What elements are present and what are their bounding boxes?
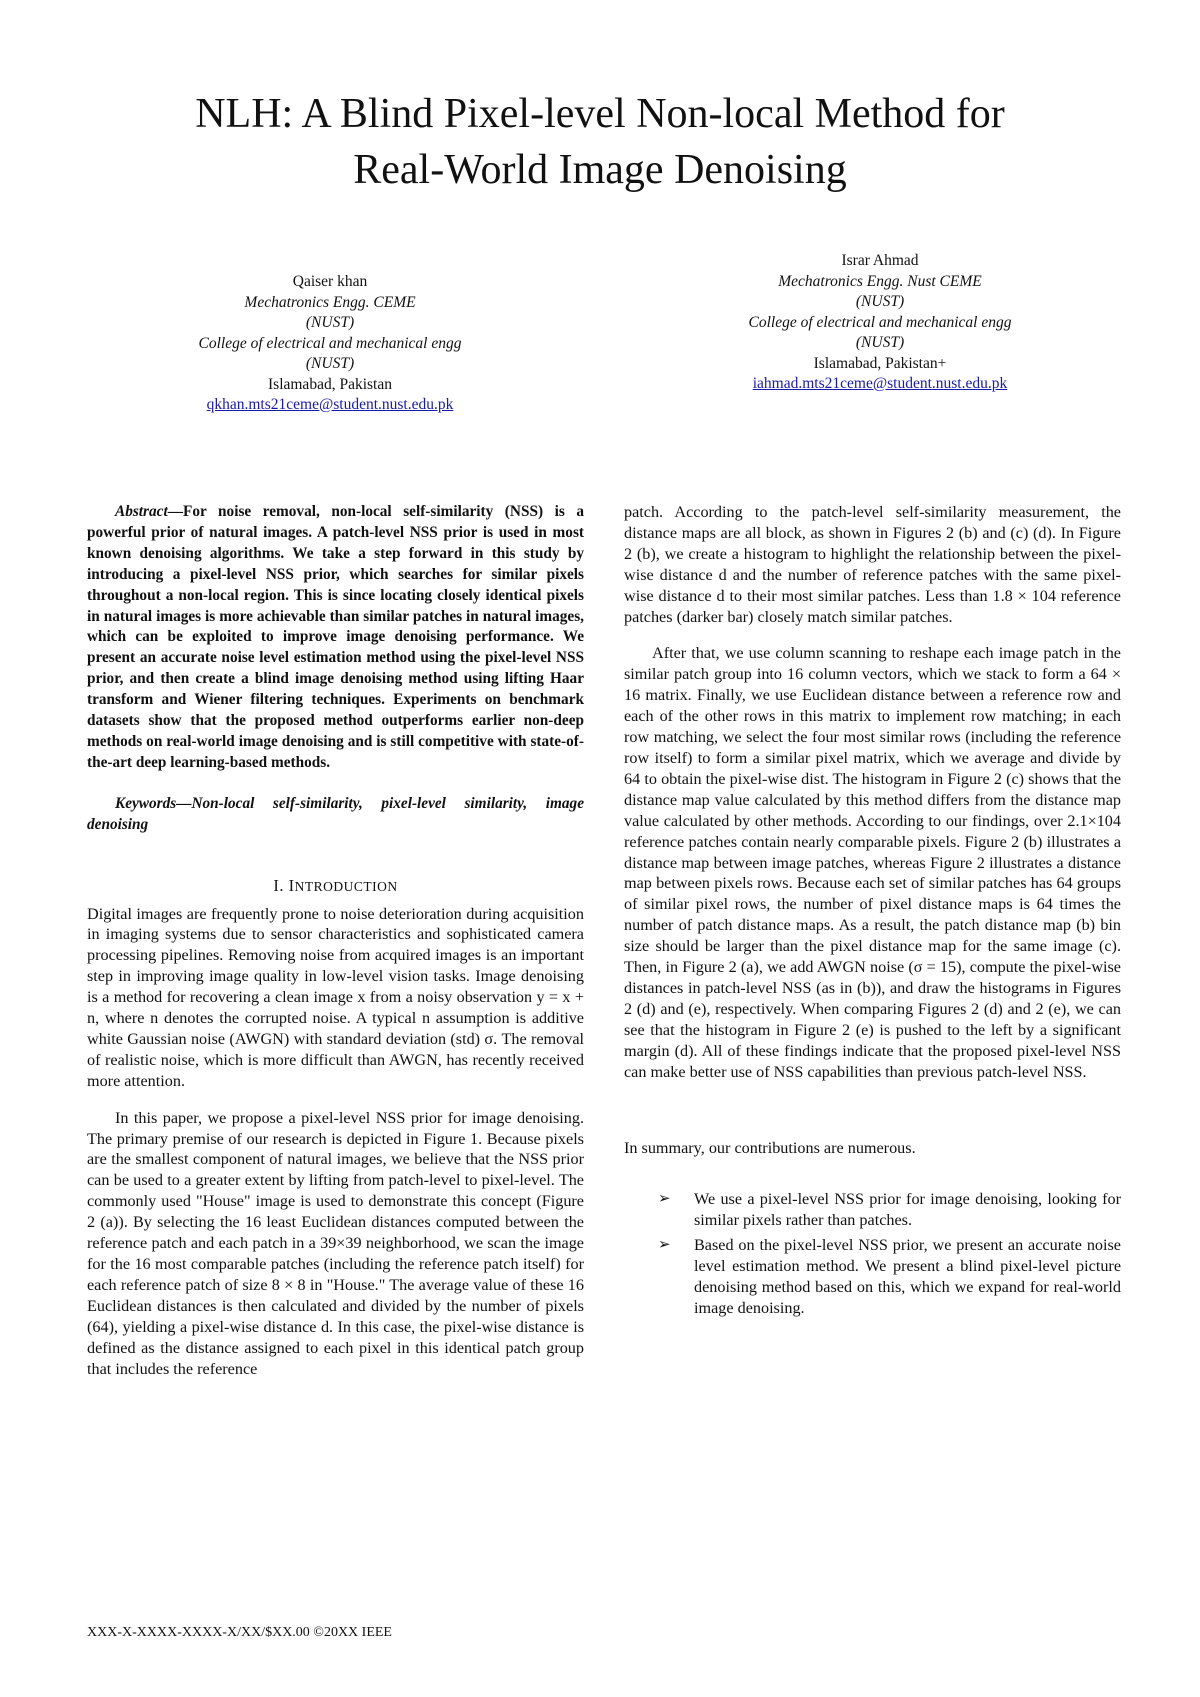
section-heading-introduction (87, 876, 584, 898)
section-title-rest: NTRODUCTION (294, 878, 398, 894)
author-name: Israr Ahmad (841, 252, 919, 269)
title-line-2: Real-World Image Denoising (353, 147, 847, 193)
author-block-2 (660, 251, 1100, 395)
author-dept-org: (NUST) (855, 293, 905, 310)
author-email-link[interactable]: qkhan.mts21ceme@student.nust.edu.pk (206, 396, 454, 413)
right-paragraph-2: After that, we use column scanning to reshape each image patch in the similar patch group into 16 column vectors, which we stack to form a 64 × 16 matrix. Finally, we use Euclidean distance between a reference row and each of the other rows in this matrix to implement row matching; in each row matching, we select the four most similar rows (including the reference row itself) to form a similar pixel matrix, which we average and divide by 64 to obtain the pixel-wise dist. The histogram in Figure 2 (c) shows that the distance map value calculated by this method differs from the distance map value calculated by other methods. According to our findings, over 2.1×104 reference patches contain nearly comparable pixels. Figure 2 (b) illustrates a distance map between image patches, whereas Figure 2 illustrates a distance map between pixels rows. Because each set of similar patches has 64 groups of similar pixel rows, the number of pixel distance maps is 64 times the number of patch distance maps. As a result, the patch distance map (b) bin size should be larger than the pixel distance map for the same image (c). Then, in Figure 2 (a), we add AWGN noise (σ = 15), compute the pixel-wise distances in patch-level NSS (as in (b)), and draw the histograms in Figures 2 (d) and (e), respectively. When comparing Figures 2 (d) and 2 (e), we can see that the histogram in Figure 2 (e) is pushed to the left by a significant margin (d). All of these findings indicate that the proposed pixel-level NSS can make better use of NSS capabilities than previous patch-level NSS. (624, 644, 1121, 1081)
paper-title (60, 86, 1140, 198)
author-location: Islamabad, Pakistan (268, 375, 392, 393)
abstract-lead: Abstract (115, 503, 168, 520)
author-college: College of electrical and mechanical engg (198, 334, 462, 352)
author-name: Qaiser khan (292, 273, 368, 290)
right-paragraph-1: patch. According to the patch-level self-similarity measurement, the distance maps are all block, as shown in Figures 2 (b) and (c) (d). In Figure 2 (b), we create a histogram to highlight the relationship between the pixel-wise distance d and the number of reference patches with the same pixel-wise distance d to their most similar patches. Less than 1.8 × 104 reference patches (darker bar) closely match similar patches. (624, 503, 1121, 626)
section-title-initial: I (288, 875, 295, 895)
summary-paragraph: In summary, our contributions are numerous. (624, 1139, 916, 1158)
title-line-1: NLH: A Blind Pixel-level Non-local Method for (195, 91, 1005, 137)
intro-paragraph-2: In this paper, we propose a pixel-level NSS prior for image denoising. The primary premise of our research is depicted in Figure 1. Because pixels are the smallest component of natural images, we believe that the NSS prior can be used to a greater extent by lifting from patch-level to pixel-level. The commonly used "House" image is used to demonstrate this concept (Figure 2 (a)). By selecting the 16 least Euclidean distances computed between the reference patch and each patch in a 39×39 neighborhood, we scan the image for the 16 most comparable patches (including the reference patch itself) for each reference patch of size 8 × 8 in "House." The average value of these 16 Euclidean distances is then calculated and divided by the number of pixels (64), yielding a pixel-wise distance d. In this case, the pixel-wise distance is defined as the distance assigned to each pixel in this identical patch group that includes the reference (87, 1108, 584, 1378)
intro-paragraph-1: Digital images are frequently prone to noise deterioration during acquisition in imaging systems due to sensor characteristics and sophisticated camera processing pipelines. Removing noise from acquired images is an important step in improving image quality in low-level vision tasks. Image denoising is a method for recovering a clean image x from a noisy observation y = x + n, where n denotes the corrupted noise. A typical n assumption is additive white Gaussian noise (AWGN) with standard deviation (std) σ. The removal of realistic noise, which is more difficult than AWGN, has recently received more attention. (87, 904, 584, 1090)
right-column (624, 502, 1121, 1323)
keywords: Keywords—Non-local self-similarity, pixel-level similarity, image denoising (87, 794, 584, 833)
arrow-bullet-icon: ➢ (658, 1237, 671, 1254)
author-dept: Mechatronics Engg. Nust CEME (778, 272, 982, 290)
abstract-text: For noise removal, non-local self-similarity (NSS) is a powerful prior of natural images. A patch-level NSS prior is used in most known denoising algorithms. We take a step forward in this study by introducing a pixel-level NSS prior, which searches for similar pixels throughout a non-local region. This is since locating closely identical pixels in natural images is more achievable than similar patches in natural images, which can be exploited to improve image denoising performance. We present an accurate noise level estimation method using the pixel-level NSS prior, and then create a blind image denoising method using lifting Haar transform and Wiener filtering techniques. Experiments on benchmark datasets show that the proposed method outperforms earlier non-deep methods on real-world image denoising and is still competitive with state-of-the-art deep learning-based methods. (87, 503, 584, 771)
abstract (87, 502, 584, 774)
author-college: College of electrical and mechanical engg (748, 313, 1012, 331)
author-college-org: (NUST) (305, 355, 355, 372)
author-block-1 (110, 272, 550, 416)
arrow-bullet-icon: ➢ (658, 1191, 671, 1208)
copyright-footer: XXX-X-XXXX-XXXX-X/XX/$XX.00 ©20XX IEEE (87, 1625, 392, 1640)
contribution-text: We use a pixel-level NSS prior for image denoising, looking for similar pixels rather than patches. (694, 1190, 1121, 1230)
author-college-org: (NUST) (855, 334, 905, 351)
abstract-dash: — (167, 503, 183, 520)
author-dept-org: (NUST) (305, 314, 355, 331)
contribution-list (624, 1189, 1121, 1318)
contribution-text: Based on the pixel-level NSS prior, we present an accurate noise level estimation method. We present a blind pixel-level picture denoising method based on this, which we expand for real-world image denoising. (694, 1236, 1121, 1317)
left-column (87, 502, 584, 1379)
author-dept: Mechatronics Engg. CEME (244, 293, 416, 311)
list-item (658, 1235, 1121, 1319)
section-number: I. (273, 875, 284, 895)
author-location: Islamabad, Pakistan+ (813, 354, 947, 372)
list-item (658, 1189, 1121, 1231)
author-email-link[interactable]: iahmad.mts21ceme@student.nust.edu.pk (752, 375, 1008, 392)
